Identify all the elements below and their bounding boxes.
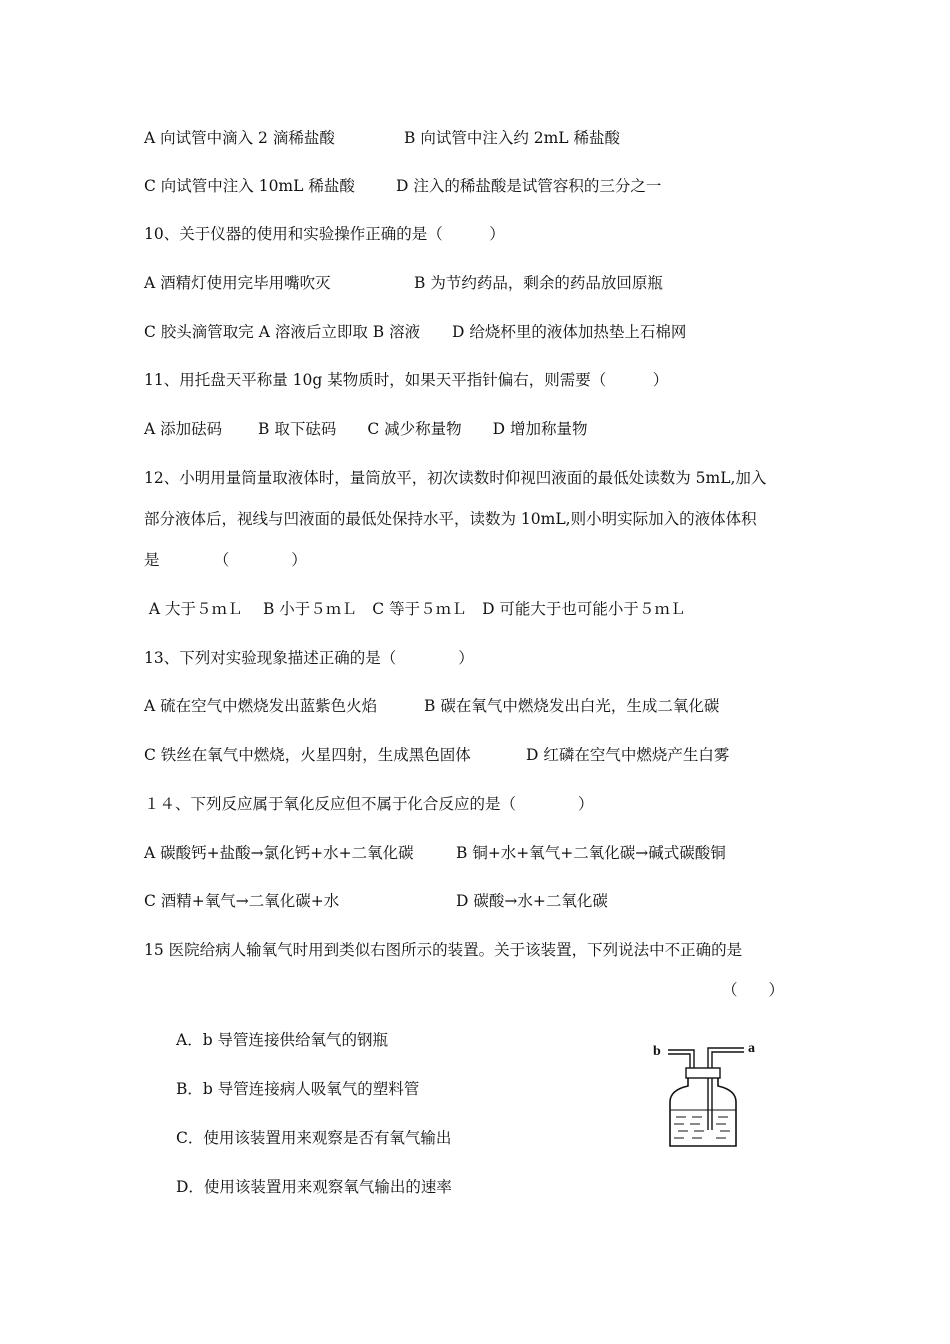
q13-option-c: C 铁丝在氧气中燃烧，火星四射，生成黑色固体 [144,746,471,764]
q13-option-d: D 红磷在空气中燃烧产生白雾 [526,746,730,764]
gas-washing-bottle-diagram [650,1040,780,1152]
q10-option-a: A 酒精灯使用完毕用嘴吹灭 [144,274,331,292]
q12-stem-line-2: 部分液体后，视线与凹液面的最低处保持水平，读数为 10mL,则小明实际加入的液体体积 [144,510,757,528]
q9-option-a: A 向试管中滴入 2 滴稀盐酸 [144,129,335,147]
q11-options: A 添加砝码 B 取下砝码 C 减少称量物 D 增加称量物 [144,420,588,438]
q14-option-b: B 铜+水+氧气+二氧化碳→碱式碳酸铜 [456,844,726,862]
q15-answer-blank: （ ） [722,981,785,999]
q11-stem: 11、用托盘天平称量 10g 某物质时，如果天平指针偏右，则需要（ ） [144,371,669,389]
q10-option-b: B 为节约药品，剩余的药品放回原瓶 [414,274,663,292]
q13-option-b: B 碳在氧气中燃烧发出白光，生成二氧化碳 [424,697,720,715]
q9-option-c: C 向试管中注入 10mL 稀盐酸 [144,177,355,195]
q13-stem: 13、下列对实验现象描述正确的是（ ） [144,649,474,667]
water-hatching [674,1117,730,1138]
q10-option-c: C 胶头滴管取完 A 溶液后立即取 B 溶液 [144,323,421,341]
q14-option-a: A 碳酸钙+盐酸→氯化钙+水+二氧化碳 [144,844,414,862]
q13-option-a: A 硫在空气中燃烧发出蓝紫色火焰 [144,697,378,715]
q15-option-b: B．b 导管连接病人吸氧气的塑料管 [176,1080,420,1098]
tube-label-a: a [748,1041,755,1056]
bottle [670,1078,736,1146]
q15-option-a: A．b 导管连接供给氧气的钢瓶 [176,1031,389,1049]
q10-stem: 10、关于仪器的使用和实验操作正确的是（ ） [144,225,505,243]
q12-stem-line-1: 12、小明用量筒量取液体时，量筒放平，初次读数时仰视凹液面的最低处读数为 5mL,加入 [144,469,767,487]
q14-option-d: D 碳酸→水+二氧化碳 [456,892,608,910]
q9-option-b: B 向试管中注入约 2mL 稀盐酸 [404,129,621,147]
q15-option-d: D．使用该装置用来观察氧气输出的速率 [176,1178,452,1196]
q14-stem: １４、下列反应属于氧化反应但不属于化合反应的是（ ） [144,795,594,813]
q14-option-c: C 酒精+氧气→二氧化碳+水 [144,892,340,910]
q12-stem-line-3: 是 （ ） [144,551,307,569]
q15-option-c: C．使用该装置用来观察是否有氧气输出 [176,1129,452,1147]
tube-label-b: b [653,1044,661,1059]
stopper [686,1068,720,1078]
q10-option-d: D 给烧杯里的液体加热垫上石棉网 [452,323,687,341]
q9-option-d: D 注入的稀盐酸是试管容积的三分之一 [396,177,662,195]
q15-stem: 15 医院给病人输氧气时用到类似右图所示的装置。关于该装置，下列说法中不正确的是 [144,941,743,959]
q12-options: A 大于５ｍＬ B 小于５ｍＬ C 等于５ｍＬ D 可能大于也可能小于５ｍＬ [144,600,686,618]
